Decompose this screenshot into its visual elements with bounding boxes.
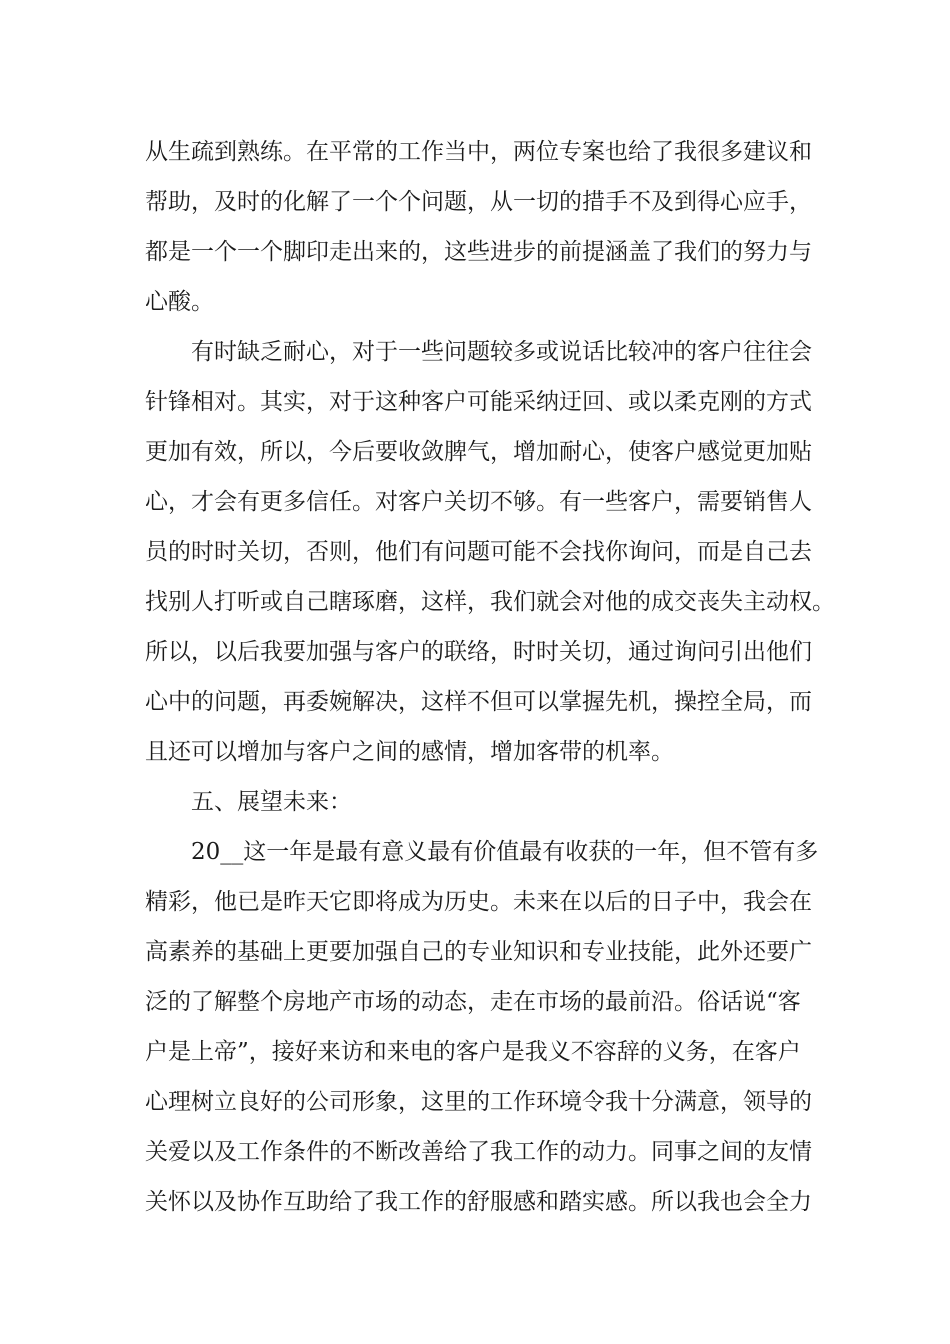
paragraph-first-line: 有时缺乏耐心，对于一些问题较多或说话比较冲的客户往往会 <box>191 339 812 365</box>
text-line: 从生疏到熟练。在平常的工作当中，两位专案也给了我很多建议和 <box>145 139 812 165</box>
section-heading: 五、展望未来： <box>191 789 352 815</box>
text-line: 且还可以增加与客户之间的感情，增加客带的机率。 <box>145 739 674 765</box>
text-line: 户是上帝”，接好来访和来电的客户是我义不容辞的义务，在客户 <box>145 1039 801 1065</box>
text-line: 心酸。 <box>145 289 214 315</box>
text-line: 都是一个一个脚印走出来的，这些进步的前提涵盖了我们的努力与 <box>145 239 812 265</box>
paragraph-first-line: 20__这一年是最有意义最有价值最有收获的一年，但不管有多 <box>191 839 819 865</box>
text-line: 心，才会有更多信任。对客户关切不够。有一些客户，需要销售人 <box>145 489 812 515</box>
text-line: 针锋相对。其实，对于这种客户可能采纳迂回、或以柔克刚的方式 <box>145 389 812 415</box>
text-line: 找别人打听或自己瞎琢磨，这样，我们就会对他的成交丧失主动权。 <box>145 589 835 615</box>
text-line: 所以，以后我要加强与客户的联络，时时关切，通过询问引出他们 <box>145 639 812 665</box>
text-line: 关怀以及协作互助给了我工作的舒服感和踏实感。所以我也会全力 <box>145 1189 812 1215</box>
text-line: 高素养的基础上更要加强自己的专业知识和专业技能，此外还要广 <box>145 939 812 965</box>
text-line: 泛的了解整个房地产市场的动态，走在市场的最前沿。俗话说“客 <box>145 989 801 1015</box>
text-line: 心理树立良好的公司形象，这里的工作环境令我十分满意，领导的 <box>145 1089 812 1115</box>
text-line: 员的时时关切，否则，他们有问题可能不会找你询问，而是自己去 <box>145 539 812 565</box>
text-line: 心中的问题，再委婉解决，这样不但可以掌握先机，操控全局，而 <box>145 689 812 715</box>
text-line: 关爱以及工作条件的不断改善给了我工作的动力。同事之间的友情 <box>145 1139 812 1165</box>
text-line: 帮助，及时的化解了一个个问题，从一切的措手不及到得心应手， <box>145 189 812 215</box>
text-line: 精彩，他已是昨天它即将成为历史。未来在以后的日子中，我会在 <box>145 889 812 915</box>
text-line: 更加有效，所以，今后要收敛脾气，增加耐心，使客户感觉更加贴 <box>145 439 812 465</box>
